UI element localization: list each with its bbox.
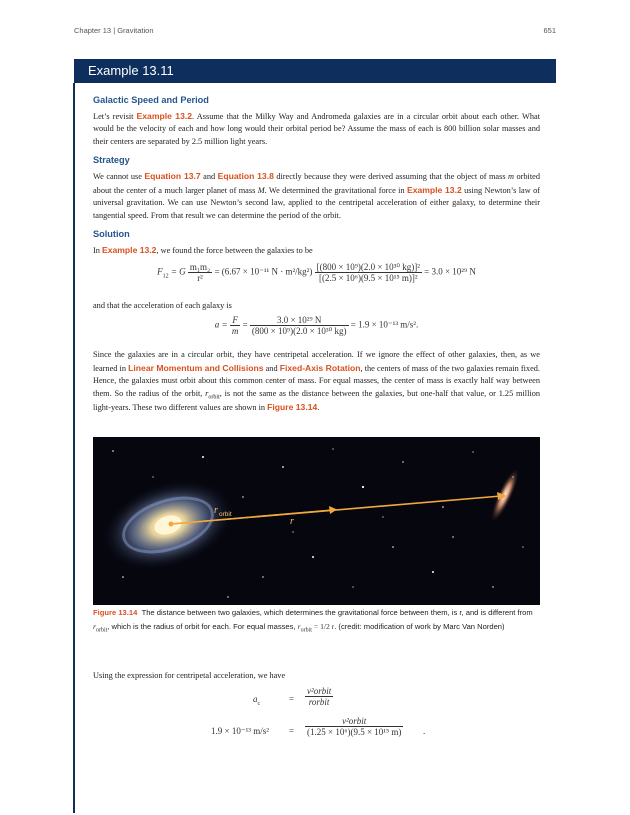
- eq-equals: =: [289, 726, 295, 736]
- example-title: Example 13.11: [88, 63, 174, 78]
- equation-13-7-link[interactable]: Equation 13.7: [144, 170, 201, 181]
- problem-text: [93, 110, 540, 149]
- eq-num: v²orbit: [305, 716, 403, 727]
- var-r: r: [93, 622, 96, 632]
- solution-orbit-text: [93, 349, 540, 414]
- eq-frac-values: [315, 262, 422, 283]
- eq-den: m: [231, 326, 239, 337]
- caption-label: Figure 13.14: [93, 608, 138, 617]
- text: . We determined the gravitational force in: [264, 185, 407, 195]
- text: , is not the same as the distance between the galaxies, but one-half that value, or 1.25 million light-years. These two different values are shown in: [93, 388, 540, 412]
- text: and: [200, 171, 218, 181]
- eq-num: F: [230, 315, 241, 326]
- r-orbit-sub-label: orbit: [219, 511, 232, 518]
- eq-frac-v-r: [305, 686, 333, 707]
- eq-num: 3.0 × 10²⁹ N: [250, 315, 349, 326]
- solution-heading: Solution: [93, 229, 130, 240]
- eq-frac-v-value: [305, 716, 403, 737]
- text: . (credit: modification of work by Marc Van Norden): [334, 622, 505, 632]
- text: The distance between two galaxies, which determines the gravitational force between them, is r, and is different from: [141, 608, 533, 617]
- eq-equals: =: [289, 694, 295, 704]
- text: . Assume that the Milky Way and Andromeda galaxies are in a circular orbit about each other. What would be the velocity of each and how long would their orbital period be? Assume the mass of each is 800 billion solar masses and their centers are separated by 2.5 million light years.: [93, 111, 540, 146]
- strategy-heading: Strategy: [93, 155, 130, 166]
- page-number: 651: [543, 26, 556, 35]
- galaxies-figure: [93, 437, 540, 605]
- text: Since the galaxies are in a circular orbit, they have centripetal acceleration. If we ignore the effect of other galaxies, then, as we learned in: [93, 350, 540, 373]
- eq-den: r²: [197, 272, 203, 283]
- eq-frac-fm: [230, 315, 241, 336]
- eq-lhs: 1.9 × 10⁻¹³ m/s²: [211, 726, 269, 736]
- var-M: M: [257, 185, 265, 195]
- fixed-axis-rotation-link[interactable]: Fixed-Axis Rotation: [279, 362, 361, 373]
- eq-num: [(800 × 10⁹)(2.0 × 10³⁰ kg)]²: [316, 261, 420, 272]
- text: , the centers of mass of the two galaxies remain fixed. Hence, the galaxies must orbit about this common center of mass. For equal masses, the center of mass is exactly half way between them. So the radius of the orbit,: [93, 363, 540, 398]
- force-equation: [93, 262, 540, 300]
- eq-a-sub: c: [257, 700, 261, 707]
- var-r: r: [297, 622, 301, 632]
- eq-num: v²orbit: [307, 686, 332, 696]
- text: , which is the radius of orbit for each. For equal masses,: [107, 622, 298, 632]
- eq-a: a =: [214, 319, 228, 330]
- r-orbit-label: r: [214, 505, 218, 516]
- figure-13-14-link[interactable]: Figure 13.14: [267, 401, 318, 412]
- var-r-sub: orbit: [300, 627, 312, 634]
- centripetal-intro: Using the expression for centripetal acceleration, we have: [93, 671, 286, 680]
- example-left-rule: [73, 83, 75, 813]
- example-13-2-link-2[interactable]: Example 13.2: [406, 184, 462, 195]
- example-content: [93, 88, 540, 414]
- eq-result: = 3.0 × 10²⁹ N: [424, 266, 476, 277]
- eq-frac-masses: [188, 262, 212, 283]
- problem-heading: Galactic Speed and Period: [93, 95, 209, 105]
- example-13-2-link-3[interactable]: Example 13.2: [102, 244, 157, 255]
- eq-num: m₁m₂: [189, 261, 211, 272]
- andromeda-galaxy: [486, 465, 524, 525]
- solution-accel-intro: and that the acceleration of each galaxy is: [93, 300, 232, 310]
- strategy-text: [93, 170, 540, 222]
- eq-a: a: [253, 694, 258, 704]
- example-13-2-link[interactable]: Example 13.2: [136, 110, 193, 121]
- eq-den: [(2.5 × 10⁶)(9.5 × 10¹⁵ m)]²: [318, 272, 418, 283]
- text: In: [93, 245, 102, 255]
- eq-den: rorbit: [308, 697, 330, 707]
- eq-den: (1.25 × 10⁶)(9.5 × 10¹⁵ m): [307, 727, 402, 737]
- var-m: m: [508, 171, 515, 181]
- equation-13-8-link[interactable]: Equation 13.8: [217, 170, 274, 181]
- eq-frac-accel: [250, 315, 349, 336]
- accel-equation: [93, 315, 540, 349]
- var-r: r: [205, 388, 209, 398]
- var-r-sub: orbit: [95, 627, 108, 634]
- solution-intro: [93, 244, 540, 258]
- eq-f: F: [157, 266, 163, 277]
- text: orbited about the center of a much larger planet of mass: [93, 171, 540, 195]
- caption-eq: = 1/2 r: [311, 622, 335, 632]
- galaxies-image: [93, 437, 540, 605]
- figure-caption: [93, 606, 540, 634]
- text: .: [317, 402, 320, 412]
- eq-equals: =: [242, 319, 248, 330]
- eq-result: = 1.9 × 10⁻¹³ m/s².: [350, 319, 419, 330]
- eq-end: .: [423, 726, 426, 736]
- eq-constant: = (6.67 × 10⁻¹¹ N · m²/kg²): [214, 266, 313, 277]
- var-r-sub: orbit: [208, 394, 220, 401]
- text: directly because they were derived assuming that the object of mass: [273, 171, 509, 181]
- eq-den: (800 × 10⁹)(2.0 × 10³⁰ kg): [251, 326, 347, 337]
- text: and: [263, 363, 280, 373]
- eq-g: = G: [170, 266, 186, 277]
- text: using Newton’s law of universal gravitation. We can use Newton’s second law, applied to the centripetal acceleration of either galaxy, to determine their tangential speed. From that result we can determine the period of the orbit.: [93, 185, 540, 220]
- text: Let’s revisit: [93, 111, 137, 121]
- chapter-title: Chapter 13 | Gravitation: [74, 26, 154, 35]
- running-head: [74, 26, 556, 38]
- text: , we found the force between the galaxies to be: [156, 245, 313, 255]
- linear-momentum-link[interactable]: Linear Momentum and Collisions: [128, 362, 264, 373]
- eq-f-sub: 12: [162, 272, 169, 279]
- r-label: r: [290, 516, 294, 527]
- text: We cannot use: [93, 171, 145, 181]
- example-title-bar: [74, 59, 556, 83]
